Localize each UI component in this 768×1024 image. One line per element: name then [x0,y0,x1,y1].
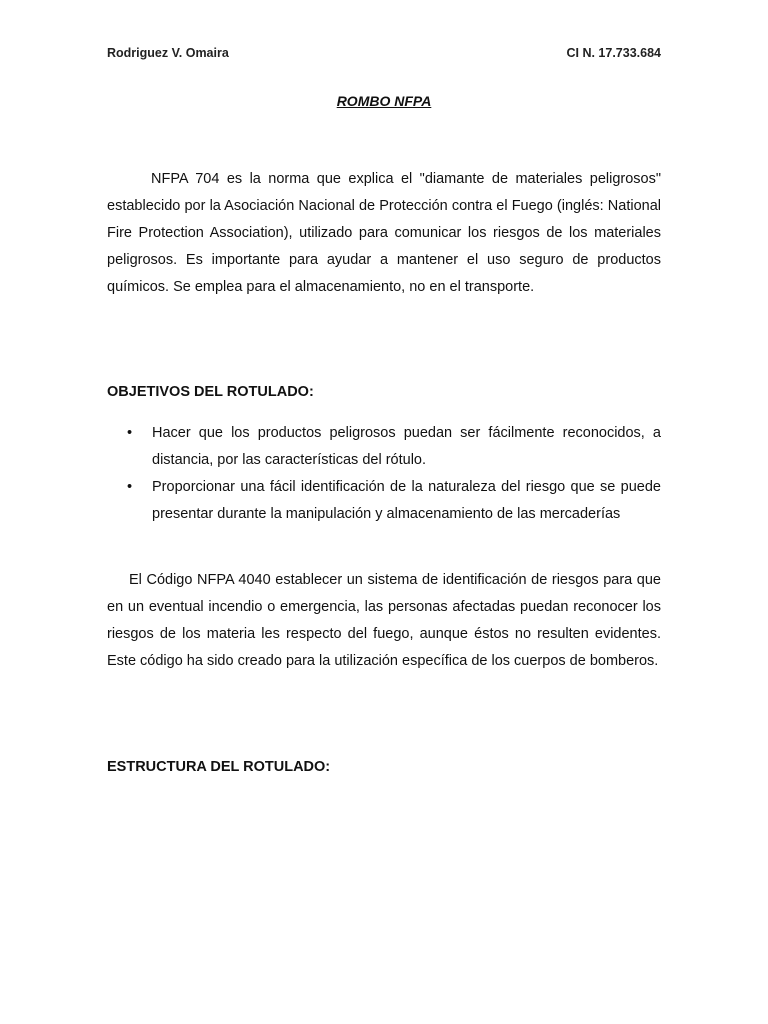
list-item-text: Proporcionar una fácil identificación de la naturaleza del riesgo que se puede presentar durante la manipulación y almacenamiento de las mercaderías [152,479,661,522]
objectives-list [107,420,661,528]
code-paragraph: El Código NFPA 4040 establecer un sistema de identificación de riesgos para que en un eventual incendio o emergencia, las personas afectadas puedan reconocer los riesgos de los materia les respecto del fuego, aunque éstos no resulten evidentes. Este código ha sido creado para la utilización específica de los cuerpos de bomberos. [107,572,661,669]
list-item [107,474,661,528]
bullet-icon: • [127,479,133,495]
intro-paragraph: NFPA 704 es la norma que explica el "diamante de materiales peligrosos" establecido por la Asociación Nacional de Protección contra el Fuego (inglés: National Fire Protection Association), utilizado para comunicar los riesgos de los materiales peligrosos. Es importante para ayudar a mantener el uso seguro de productos químicos. Se emplea para el almacenamiento, no en el transporte. [107,171,661,295]
list-item-text: Hacer que los productos peligrosos puedan ser fácilmente reconocidos, a distancia, por las características del rótulo. [152,425,661,468]
list-item [107,420,661,474]
structure-heading: ESTRUCTURA DEL ROTULADO: [107,759,331,775]
header-author: Rodriguez V. Omaira [107,46,229,60]
objectives-heading: OBJETIVOS DEL ROTULADO: [107,384,314,400]
bullet-icon: • [127,425,133,441]
page-title: ROMBO NFPA [336,93,432,109]
header-id-number: CI N. 17.733.684 [566,46,661,60]
